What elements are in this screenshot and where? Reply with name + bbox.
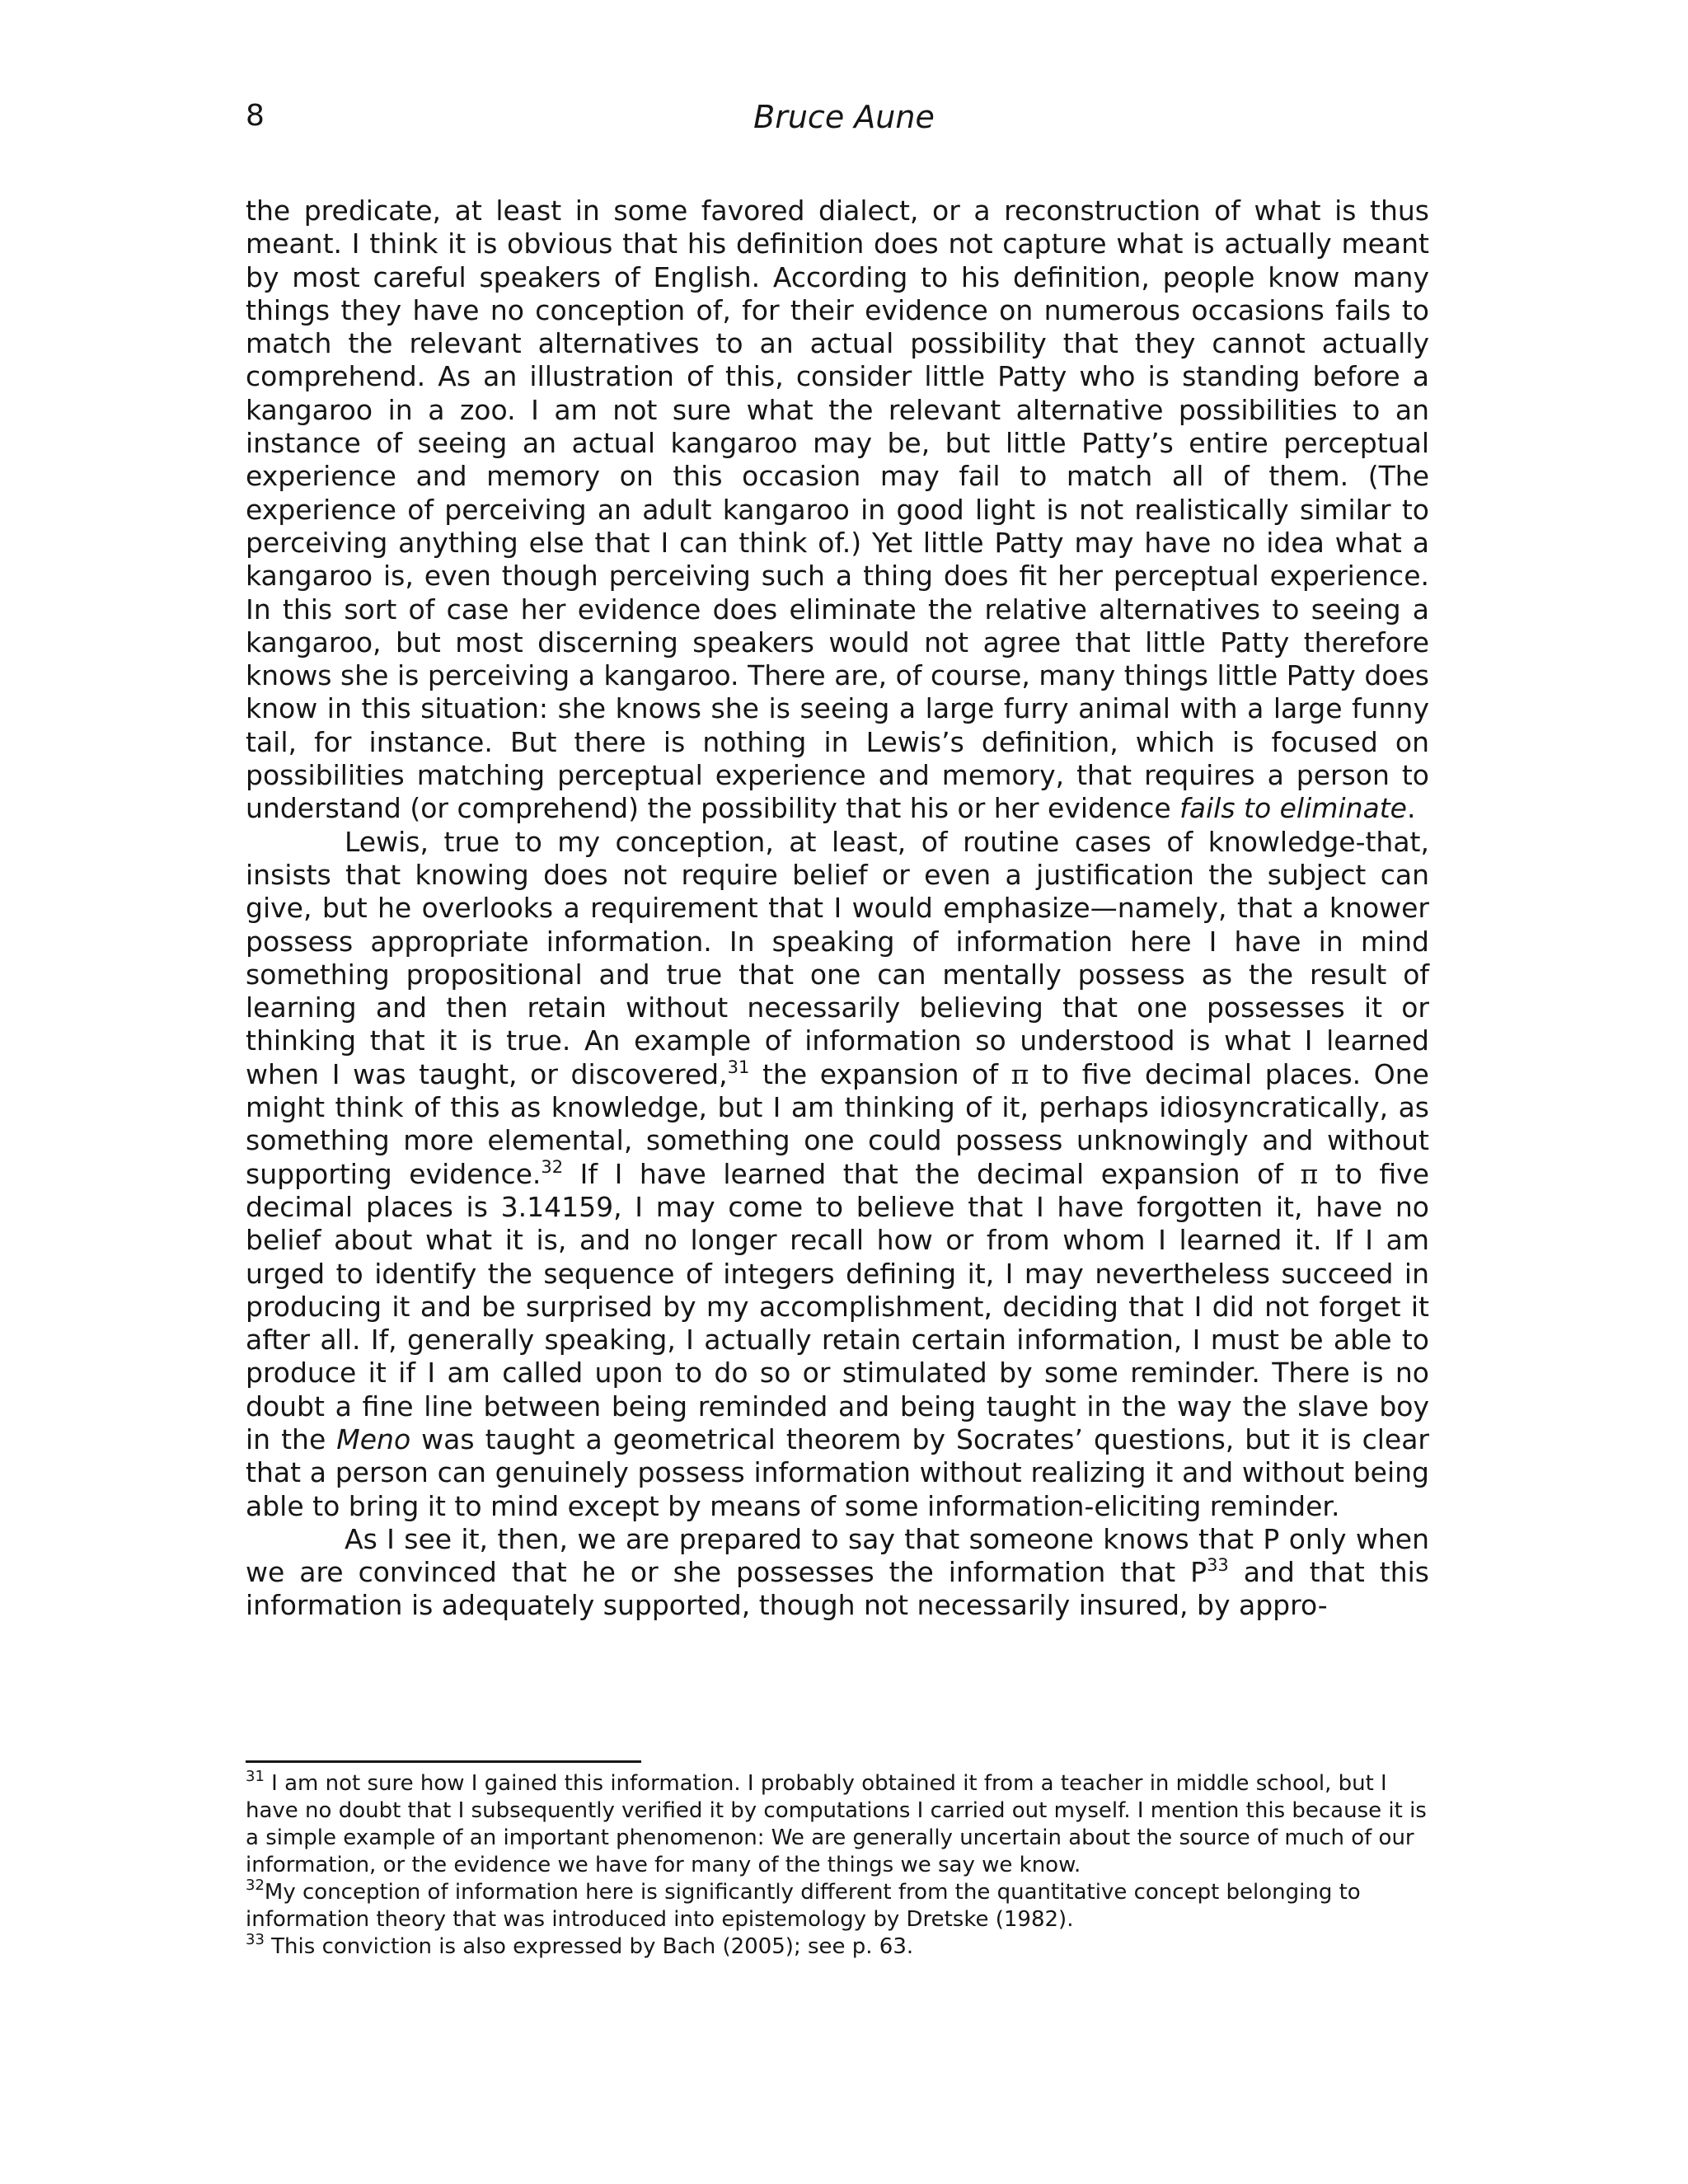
- footnote-33: [246, 1933, 1429, 1961]
- page-number: 8: [246, 99, 265, 133]
- running-head: Bruce Aune: [753, 99, 935, 135]
- footnote-mark: 31: [246, 1768, 265, 1785]
- footnote-text: This conviction is also expressed by Bach (2005); see p. 63.: [264, 1934, 914, 1959]
- paragraph-2-text-f: was taught a geometrical theorem by Socrates’ questions, but it is clear that a person can genuinely possess information without realizing it and without being able to bring it to mind except by means of some information-eliciting reminder.: [246, 1422, 1429, 1522]
- paragraph-1-text: the predicate, at least in some favored dialect, or a reconstruction of what is thus meant. I think it is obvious that his definition does not capture what is actually meant by most careful speakers of English. According to his definition, people know many things they have no conception of, for their evidence on numerous occasions fails to match the relevant alternatives to an actual possibility that they cannot actually comprehend. As an illustration of this, consider little Patty who is standing before a kangaroo in a zoo. I am not sure what the relevant alternative possibilities to an instance of seeing an actual kangaroo may be, but little Patty’s entire perceptual experience and memory on this occasion may fail to match all of them. (The experience of perceiving an adult kangaroo in good light is not realistically similar to perceiving anything else that I can think of.) Yet little Patty may have no idea what a kangaroo is, even though perceiving such a thing does fit her perceptual experience. In this sort of case her evidence does eliminate the relative alternatives to seeing a kangaroo, but most discerning speakers would not agree that little Patty therefore knows she is perceiving a kangaroo. There are, of course, many things little Patty does know in this situation: she knows she is seeing a large furry animal with a large funny tail, for instance. But there is nothing in Lewis’s definition, which is focused on possibilities matching perceptual experience and memory, that requires a person to understand (or comprehend) the possibility that his or her evidence: [246, 194, 1429, 825]
- paragraph-2-text-c: to five decimal places. One might think of this as knowledge, but I am thinking of it, perhaps idiosyncratically, as something more elemental, something one could possess unknowingly and without supporting evidence.: [246, 1057, 1429, 1190]
- footnote-mark: 32: [246, 1877, 265, 1894]
- paragraph-1-end: .: [1406, 792, 1416, 825]
- paragraph-2-text-a: Lewis, true to my conception, at least, of routine cases of knowledge-that, insists that knowing does not require belief or even a justification the subject can give, but he overlooks a requirement that I would emphasize—namely, that a knower possess appropriate information. In speaking of information here I have in mind something propositional and true that one can mentally possess as the result of learning and then retain without necessarily believing that one possesses it or thinking that it is true. An example of information so understood is what I learned when I was taught, or discovered,: [246, 825, 1429, 1090]
- paragraph-2: [246, 826, 1429, 1523]
- footnote-separator: [246, 1760, 641, 1763]
- paragraph-3-text-b: and that this information is adequately supported, though not necessarily insured, by appro-: [246, 1556, 1429, 1622]
- footnote-31: [246, 1770, 1429, 1879]
- paragraph-2-text-e: to five decimal places is 3.14159, I may come to believe that I have forgotten it, have no belief about what it is, and no longer recall how or from whom I learned it. If I am urged to identify the sequence of integers defining it, I may nevertheless succeed in producing it and be surprised by my accomplishment, deciding that I did not forget it after all. If, generally speaking, I actually retain certain information, I must be able to produce it if I am called upon to do so or stimulated by some reminder. There is no doubt a fine line between being reminded and being taught in the way the slave boy in the: [246, 1157, 1429, 1455]
- paragraph-1: [246, 194, 1429, 826]
- paragraph-2-text-b: the expansion of: [749, 1057, 1011, 1090]
- paragraph-2-text-d: If I have learned that the decimal expansion of: [563, 1157, 1301, 1190]
- footnote-ref-32[interactable]: 32: [541, 1156, 564, 1177]
- footnote-mark: 33: [246, 1931, 265, 1948]
- footnote-text: I am not sure how I gained this information. I probably obtained it from a teacher in middle school, but I have no doubt that I subsequently verified it by computations I carried out myself. I mention this because it is a simple example of an important phenomenon: We are generally uncertain about the source of much of our information, or the evidence we have for many of the things we say we know.: [246, 1771, 1427, 1877]
- footnote-ref-31[interactable]: 31: [727, 1057, 750, 1077]
- footnote-ref-33[interactable]: 33: [1207, 1555, 1229, 1576]
- pi-symbol: π: [1300, 1157, 1319, 1190]
- footnote-text: My conception of information here is significantly different from the quantitative concept belonging to information theory that was introduced into epistemology by Dretske (1982).: [246, 1880, 1361, 1932]
- emphasis-meno: Meno: [336, 1422, 411, 1455]
- body-text: [246, 194, 1429, 1623]
- footnote-32: [246, 1879, 1429, 1933]
- paragraph-3-text-a: As I see it, then, we are prepared to say that someone knows that P only when we are convinced that he or she possesses the information that P: [246, 1522, 1429, 1589]
- paragraph-3: [246, 1523, 1429, 1623]
- footnotes: [246, 1770, 1429, 1961]
- pi-symbol: π: [1010, 1057, 1029, 1090]
- emphasis-fails-to-eliminate: fails to eliminate: [1179, 792, 1407, 825]
